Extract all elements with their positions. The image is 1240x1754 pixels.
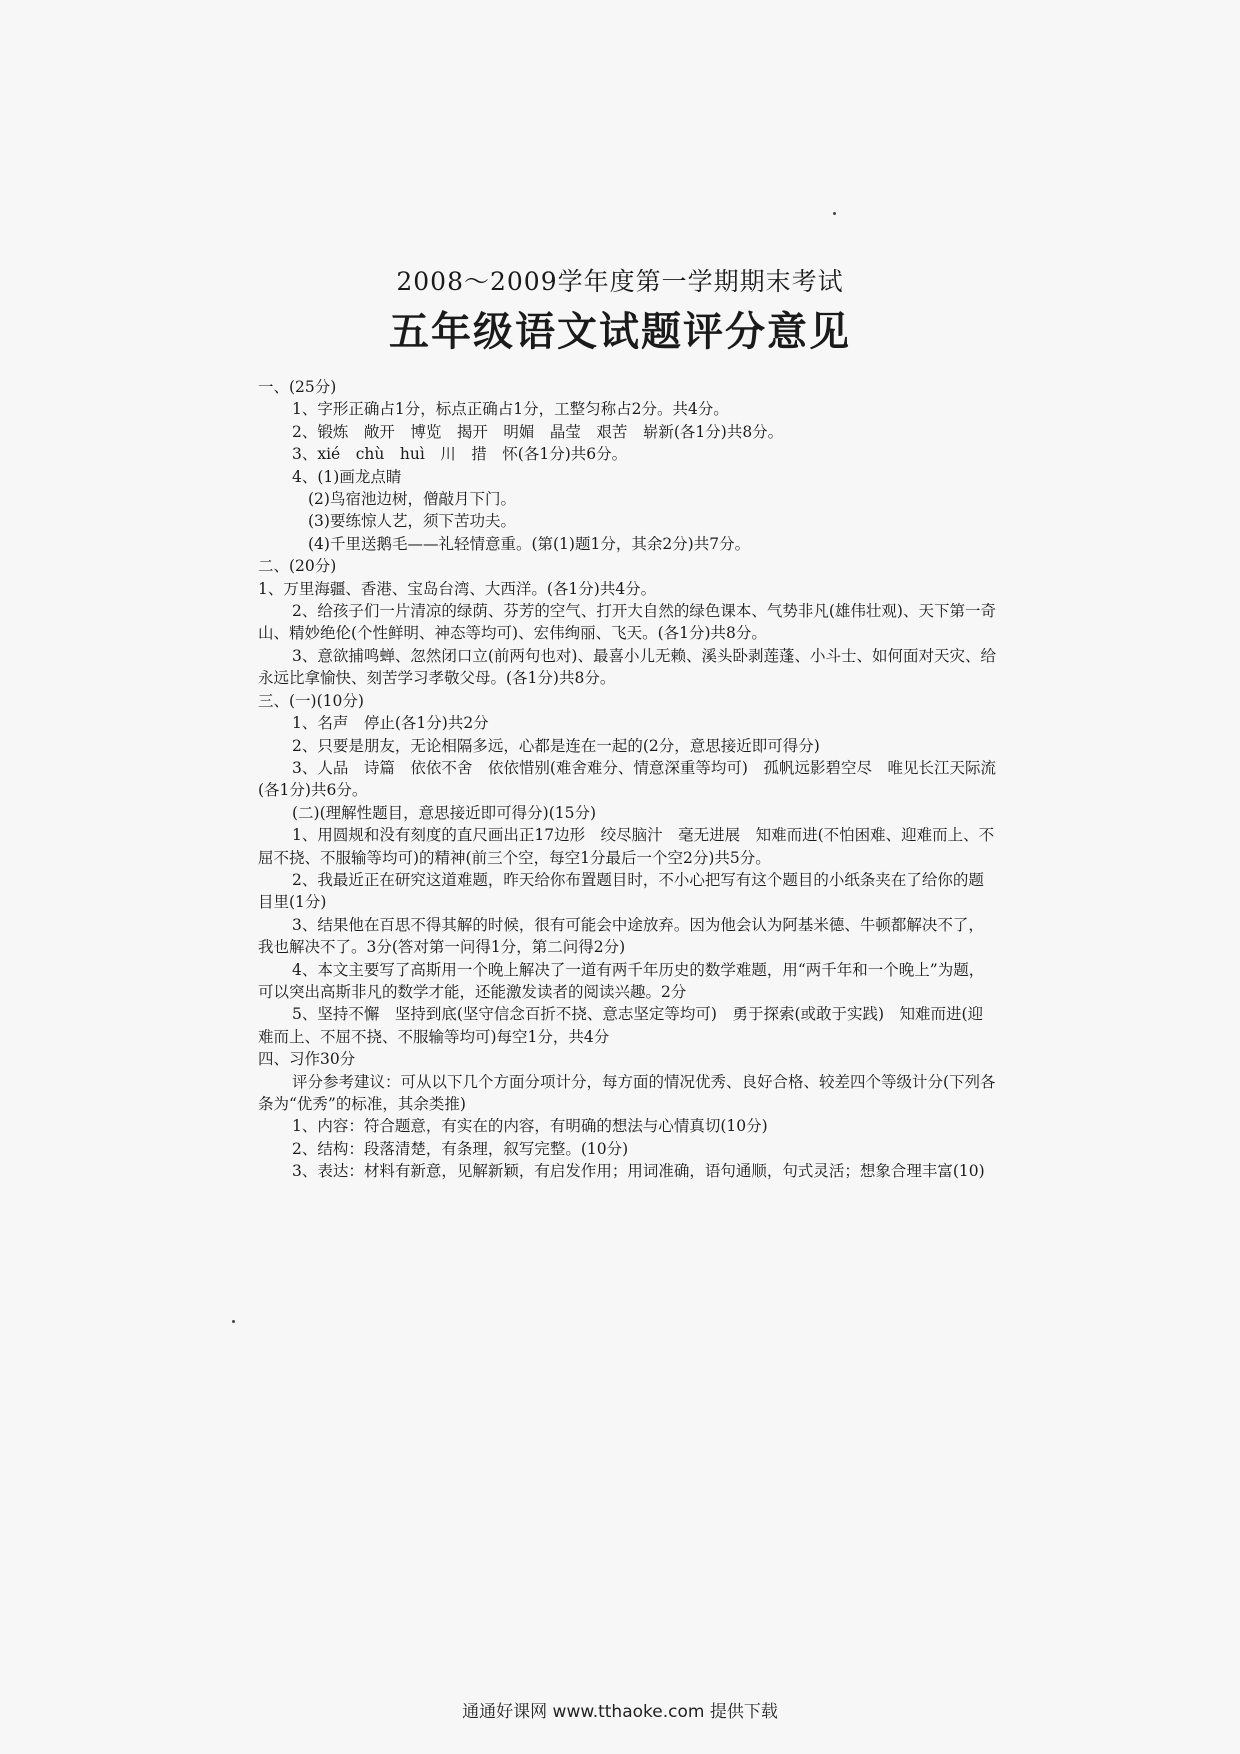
content-line: 四、习作30分 bbox=[258, 1050, 356, 1069]
content-line: 4、(1)画龙点睛 bbox=[292, 467, 402, 486]
content-line: 3、表达：材料有新意，见解新颖，有启发作用；用词准确，语句通顺，句式灵活；想象合理丰富(10) bbox=[292, 1162, 985, 1181]
download-footer: 通通好课网 www.tthaoke.com 提供下载 bbox=[462, 1702, 778, 1722]
content-line: 2、只要是朋友，无论相隔多远，心都是连在一起的(2分，意思接近即可得分) bbox=[292, 736, 820, 755]
content-line: 1、内容：符合题意，有实在的内容，有明确的想法与心情真切(10分) bbox=[292, 1117, 768, 1136]
content-line: 2、结构：段落清楚，有条理，叙写完整。(10分) bbox=[292, 1139, 629, 1158]
content-line: 评分参考建议：可从以下几个方面分项计分，每方面的情况优秀、良好合格、较差四个等级计分(下列各条为“优秀”的标准，其余类推) bbox=[258, 1072, 996, 1113]
scan-speck bbox=[232, 1320, 235, 1323]
content-line: 二、(20分) bbox=[258, 557, 337, 576]
content-line: 3、意欲捕鸣蝉、忽然闭口立(前两句也对)、最喜小儿无赖、溪头卧剥莲蓬、小斗士、如何面对天灾、给永远比拿愉快、刻苦学习孝敬父母。(各1分)共8分。 bbox=[258, 646, 996, 688]
content-line: 2、锻炼 敞开 博览 揭开 明媚 晶莹 艰苦 崭新(各1分)共8分。 bbox=[292, 422, 784, 441]
content-line: 1、万里海疆、香港、宝岛台湾、大西洋。(各1分)共4分。 bbox=[258, 579, 657, 598]
document-title: 五年级语文试题评分意见 bbox=[389, 308, 851, 355]
grading-content bbox=[258, 376, 998, 1183]
content-line: 3、人品 诗篇 依依不舍 依依惜别(难舍难分、情意深重等均可) 孤帆远影碧空尽 唯见长江天际流(各1分)共6分。 bbox=[258, 758, 996, 800]
content-line: (3)要练惊人艺，须下苦功夫。 bbox=[308, 512, 516, 531]
content-line: 3、xié chù huì 川 措 怀(各1分)共6分。 bbox=[292, 445, 628, 464]
content-line: 1、名声 停止(各1分)共2分 bbox=[292, 714, 489, 733]
content-line: 2、给孩子们一片清凉的绿荫、芬芳的空气、打开大自然的绿色课本、气势非凡(雄伟壮观)、天下第一奇山、精妙绝伦(个性鲜明、神态等均可)、宏伟绚丽、飞天。(各1分)共8分。 bbox=[258, 602, 996, 643]
exam-subtitle: 2008～2009学年度第一学期期末考试 bbox=[396, 267, 844, 296]
content-line: 1、用圆规和没有刻度的直尺画出正17边形 绞尽脑汁 毫无进展 知难而进(不怕困难、迎难而上、不屈不挠、不服输等均可)的精神(前三个空，每空1分最后一个空2分)共5分。 bbox=[258, 826, 995, 867]
content-line: (二)(理解性题目，意思接近即可得分)(15分) bbox=[292, 803, 597, 822]
content-line: 2、我最近正在研究这道难题，昨天给你布置题目时，不小心把写有这个题目的小纸条夹在了给你的题目里(1分) bbox=[258, 870, 984, 912]
content-line: (4)千里送鹅毛——礼轻情意重。(第(1)题1分，其余2分)共7分。 bbox=[308, 534, 751, 553]
content-line: 三、(一)(10分) bbox=[258, 691, 364, 710]
content-line: 5、坚持不懈 坚持到底(坚守信念百折不挠、意志坚定等均可) 勇于探索(或敢于实践) 知难而进(迎难而上、不屈不挠、不服输等均可)每空1分，共4分 bbox=[258, 1005, 984, 1046]
content-line: 1、字形正确占1分，标点正确占1分，工整匀称占2分。共4分。 bbox=[292, 400, 729, 419]
scan-speck bbox=[833, 212, 836, 215]
content-line: (2)鸟宿池边树，僧敲月下门。 bbox=[308, 490, 516, 509]
content-line: 4、本文主要写了高斯用一个晚上解决了一道有两千年历史的数学难题，用“两千年和一个晚上”为题，可以突出高斯非凡的数学才能，还能激发读者的阅读兴趣。2分 bbox=[258, 960, 985, 1001]
content-line: 一、(25分) bbox=[258, 378, 337, 396]
content-line: 3、结果他在百思不得其解的时候，很有可能会中途放弃。因为他会认为阿基米德、牛顿都解决不了，我也解决不了。3分(答对第一问得1分，第二问得2分) bbox=[258, 915, 984, 957]
